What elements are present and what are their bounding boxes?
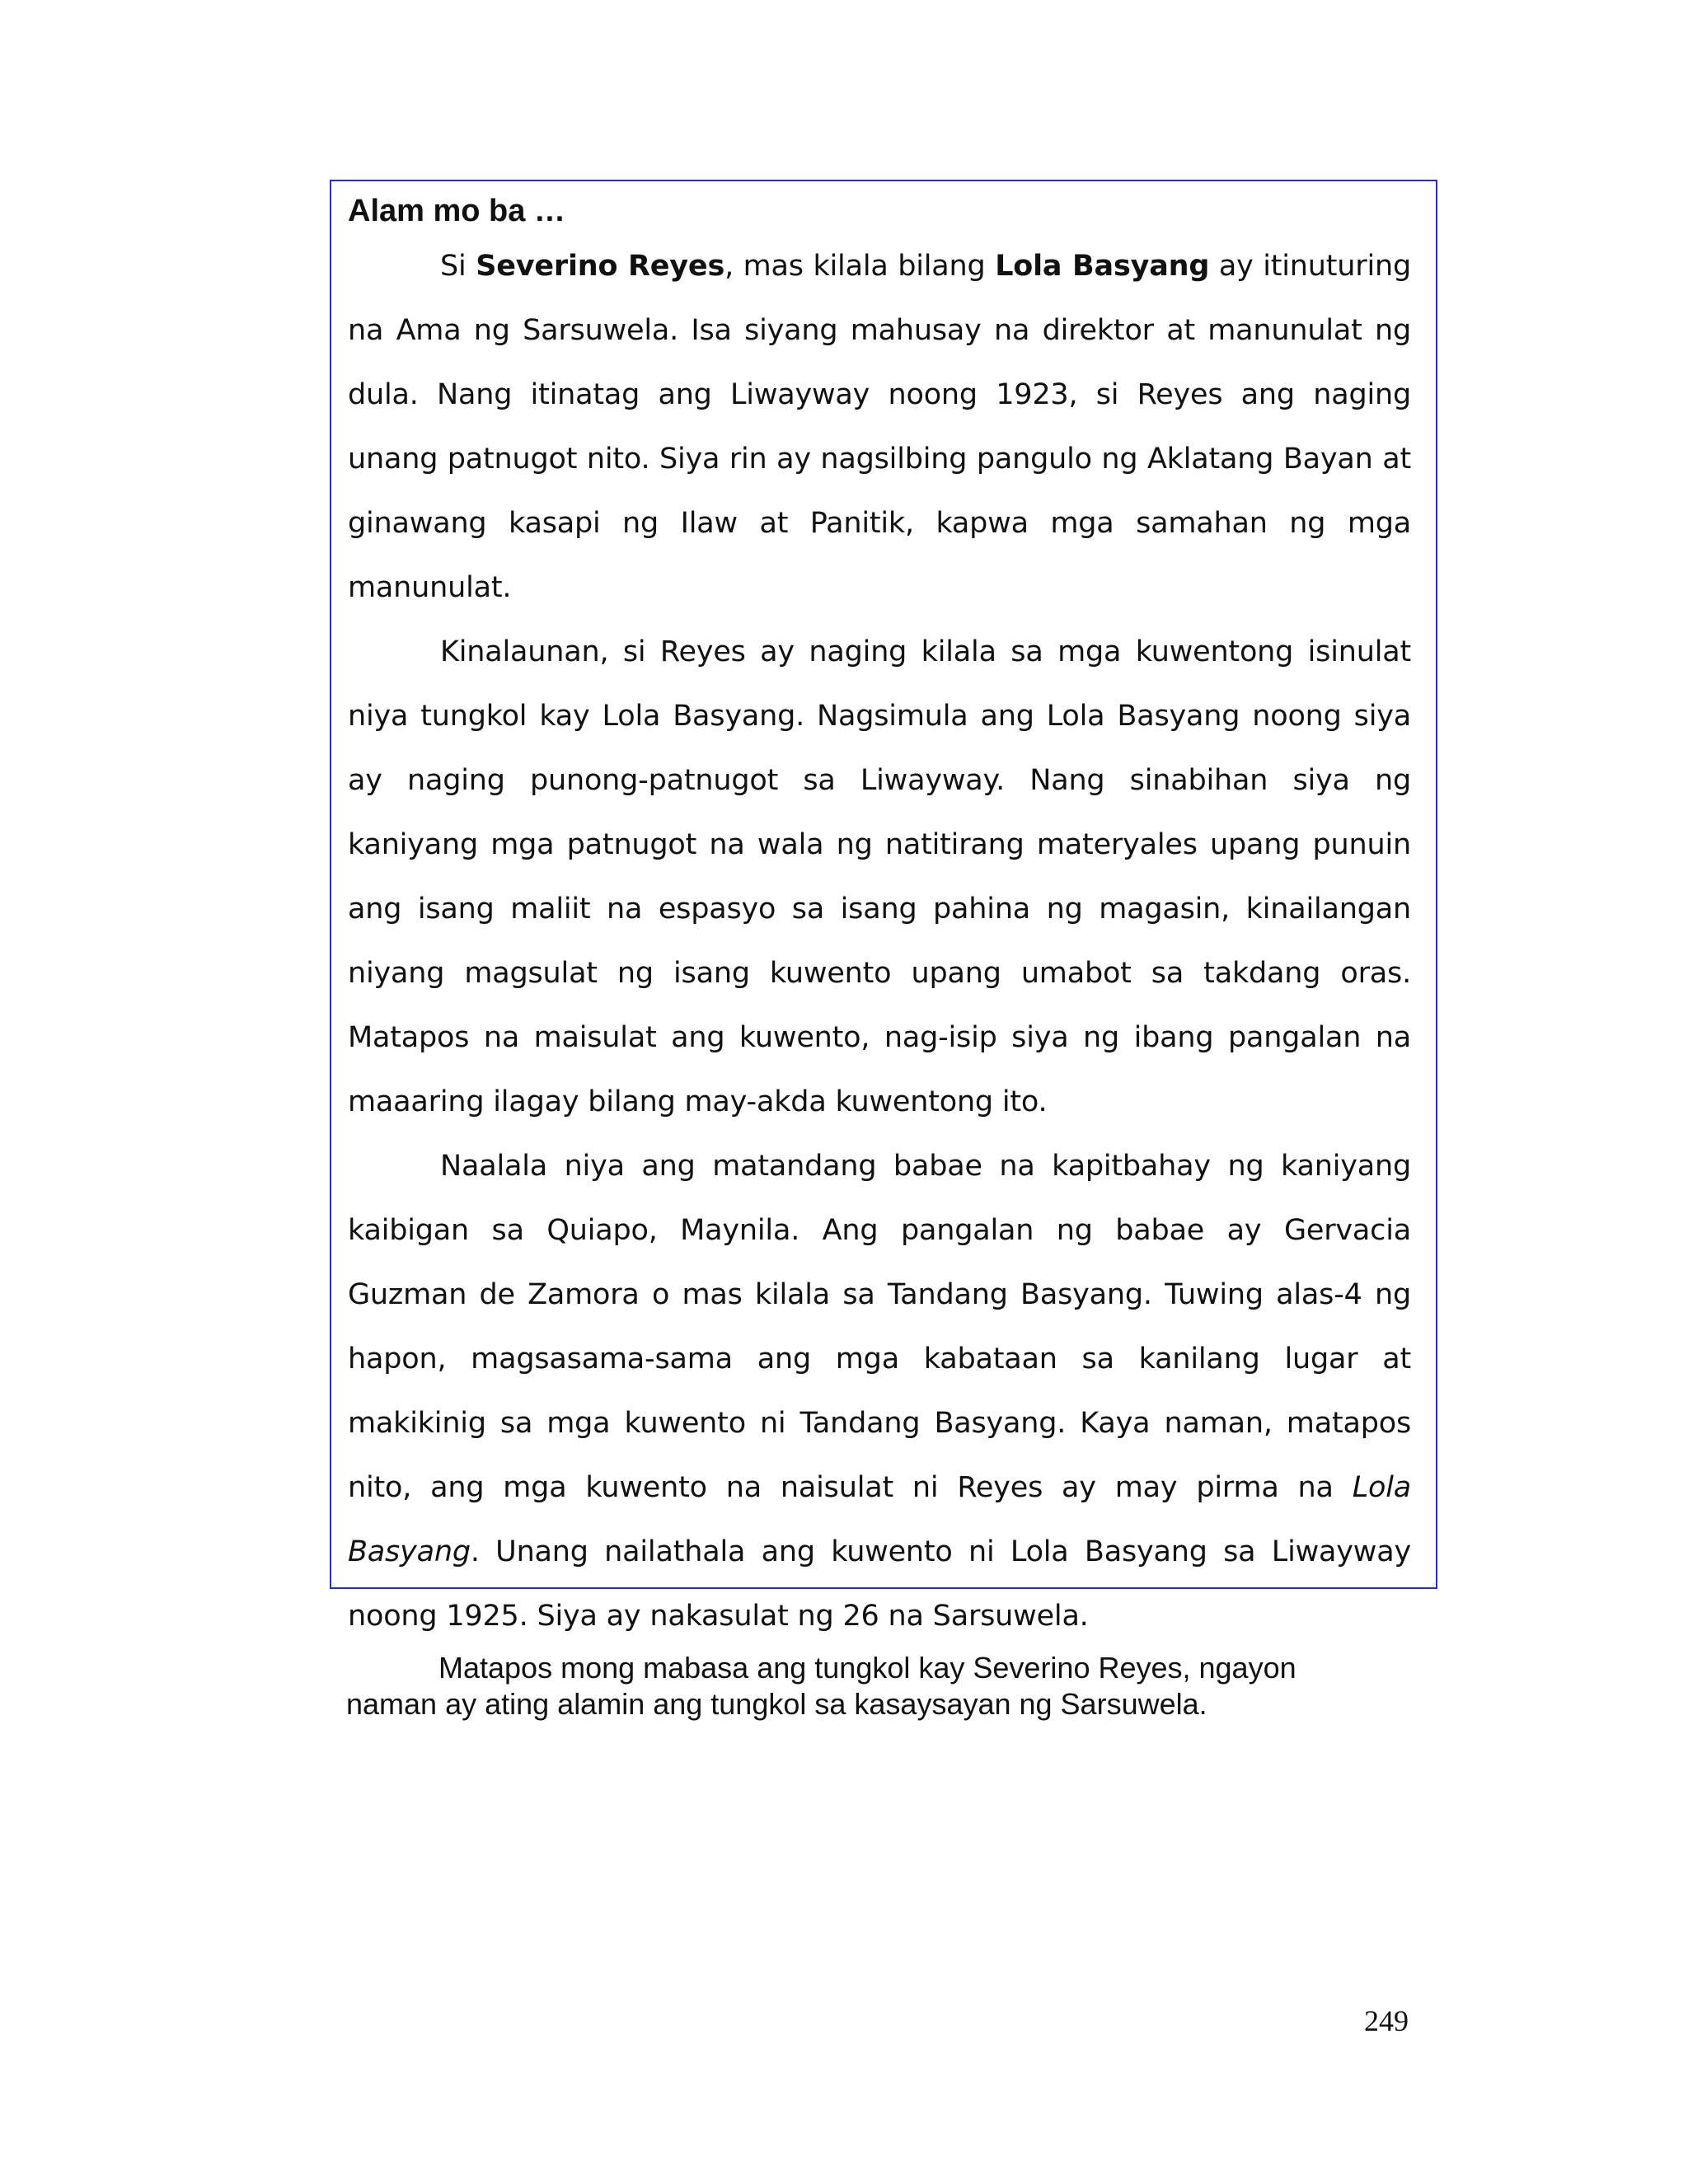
closing-paragraph: Matapos mong mabasa ang tungkol kay Severino Reyes, ngayon naman ay ating alamin ang tungkol sa kasaysayan ng Sarsuwela. xyxy=(346,1651,1296,1721)
p3-italic-lola-basyang: Lola Basyang xyxy=(348,1471,1411,1568)
p1-text-2: , mas kilala bilang xyxy=(724,250,996,283)
page-number: 249 xyxy=(1364,2004,1409,2037)
paragraph-kinalaunan: Kinalaunan, si Reyes ay naging kilala sa mga kuwentong isinulat niya tungkol kay Lola Basyang. Nagsimula ang Lola Basyang noong siya ay naging punong-patnugot sa Liwayway. Nang sinabihan siya ng kaniyang mga patnugot na wala ng natitirang materyales upang punuin ang isang maliit na espasyo sa isang pahina ng magasin, kinailangan niyang magsulat ng isang kuwento upang umabot sa takdang oras. Matapos na maisulat ang kuwento, nag-isip siya ng ibang pangalan na maaaring ilagay bilang may-akda kuwentong ito. xyxy=(348,635,1411,1118)
p1-bold-severino-reyes: Severino Reyes xyxy=(476,250,725,283)
p3-text-2: . Unang nailathala ang kuwento ni Lola Basyang sa Liwayway noong 1925. Siya ay nakasulat ng 26 na Sarsuwela. xyxy=(348,1535,1411,1633)
p1-text-3: ay itinuturing na Ama ng Sarsuwela. Isa siyang mahusay na direktor at manunulat ng dula. Nang itinatag ang Liwayway noong 1923, si Reyes ang naging unang patnugot nito. Siya rin ay nagsilbing pangulo ng Aklatang Bayan at ginawang kasapi ng Ilaw at Panitik, kapwa mga samahan ng mga manunulat. xyxy=(348,250,1411,604)
p1-bold-lola-basyang: Lola Basyang xyxy=(995,250,1210,283)
info-box xyxy=(330,180,1437,1633)
p3-text-1: Naalala niya ang matandang babae na kapitbahay ng kaniyang kaibigan sa Quiapo, Maynila. Ang pangalan ng babae ay Gervacia Guzman de Zamora o mas kilala sa Tandang Basyang. Tuwing alas-4 ng hapon, magsasama-sama ang mga kabataan sa kanilang lugar at makikinig sa mga kuwento ni Tandang Basyang. Kaya naman, matapos nito, ang mga kuwento na naisulat ni Reyes ay may pirma na xyxy=(348,1150,1411,1504)
p1-text-1: Si xyxy=(440,250,476,283)
box-title: Alam mo ba … xyxy=(348,194,565,228)
paragraph-severino-reyes xyxy=(348,234,1411,620)
paragraph-naalala xyxy=(348,1134,1411,1648)
